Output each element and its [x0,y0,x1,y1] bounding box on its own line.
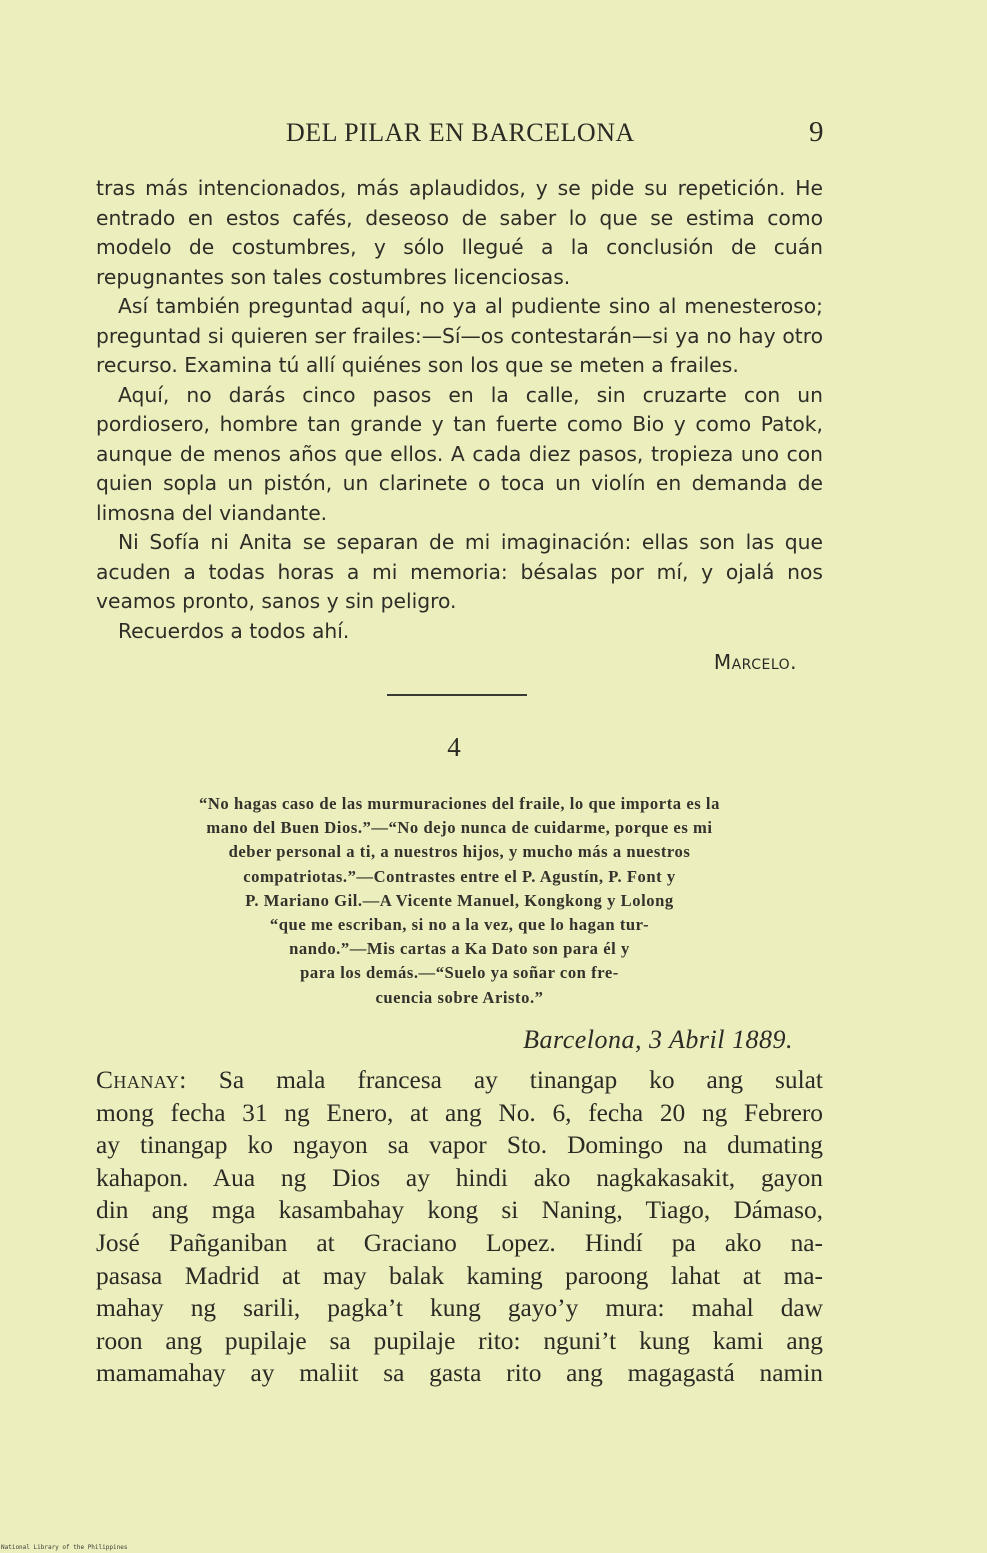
running-title: DEL PILAR EN BARCELONA [286,118,635,147]
letter-summary [96,792,823,1010]
summary-line: P. Mariano Gil.—A Vicente Manuel, Kongkong y Lolong [245,890,674,910]
body-line: din ang mga kasambahay kong si Naning, Tiago, Dámaso, [96,1196,823,1225]
body-line: roon ang pupilaje sa pupilaje rito: nguni’t kung kami ang [96,1326,823,1355]
footer-credit: National Library of the Philippines [1,1544,128,1551]
summary-line: mano del Buen Dios.”—“No dejo nunca de cuidarme, porque es mi [206,818,713,838]
summary-line: “que me escriban, si no a la vez, que lo hagan tur- [269,915,650,935]
body-line: kahapon. Aua ng Dios ay hindi ako nagkakasakit, gayon [96,1163,823,1192]
summary-line: cuencia sobre Aristo.” [375,987,544,1007]
dateline: Barcelona, 3 Abril 1889. [523,1025,793,1054]
letter-paragraph: Así también preguntad aquí, no ya al pudiente sino al menesteroso; preguntad si quieren ser frailes:—Sí—os contestarán—si ya no hay otro recurso. Examina tú allí quiénes son los que se meten a frailes. [96,294,823,377]
letter-paragraph: tras más intencionados, más aplaudidos, y se pide su repetición. He entrado en estos cafés, deseoso de saber lo que se estima como modelo de costumbres, y sólo llegué a la conclusión de cuán repugnantes son tales costumbres licenciosas. [96,176,823,289]
body-line: José Pañganiban at Graciano Lopez. Hindí pa ako na- [96,1228,823,1257]
summary-line: nando.”—Mis cartas a Ka Dato son para él y [289,939,630,959]
section-divider [387,694,527,696]
letter-text [96,174,823,646]
running-header [96,116,824,152]
body-line: ay tinangap ko ngayon sa vapor Sto. Domingo na dumating [96,1131,823,1160]
body-line: mong fecha 31 ng Enero, at ang No. 6, fecha 20 ng Febrero [96,1098,823,1127]
letter-paragraph: Ni Sofía ni Anita se separan de mi imaginación: ellas son las que acuden a todas horas a mi memoria: bésalas por mí, y ojalá nos veamos pronto, sanos y sin peligro. [96,530,823,613]
summary-line: compatriotas.”—Contrastes entre el P. Agustín, P. Font y [243,866,676,886]
letter-paragraph: Recuerdos a todos ahí. [118,618,350,643]
section-number: 4 [447,732,461,762]
summary-line: “No hagas caso de las murmuraciones del fraile, lo que importa es la [199,794,720,813]
summary-line: para los demás.—“Suelo ya soñar con fre- [300,963,619,983]
body-line: pasasa Madrid at may balak kaming paroong lahat at ma- [96,1261,823,1290]
body-line-text: Sa mala francesa ay tinangap ko ang sulat [218,1066,823,1094]
addressee: Chanay: [96,1066,187,1094]
body-line [96,1064,823,1097]
letter-body [96,1064,823,1390]
summary-line: deber personal a ti, a nuestros hijos, y mucho más a nuestros [228,842,691,862]
body-line: mamamahay ay maliit sa gasta rito ang magagastá namin [96,1359,823,1388]
body-line: mahay ng sarili, pagka’t kung gayo’y mura: mahal daw [96,1294,823,1323]
page-number: 9 [809,116,824,148]
signature: Marcelo. [713,650,797,674]
letter-paragraph: Aquí, no darás cinco pasos en la calle, sin cruzarte con un pordiosero, hombre tan grande y tan fuerte como Bio y como Patok, aunque de menos años que ellos. A cada diez pasos, tropieza uno con quien sopla un pistón, un clarinete o toca un violín en demanda de limosna del viandante. [96,382,823,525]
